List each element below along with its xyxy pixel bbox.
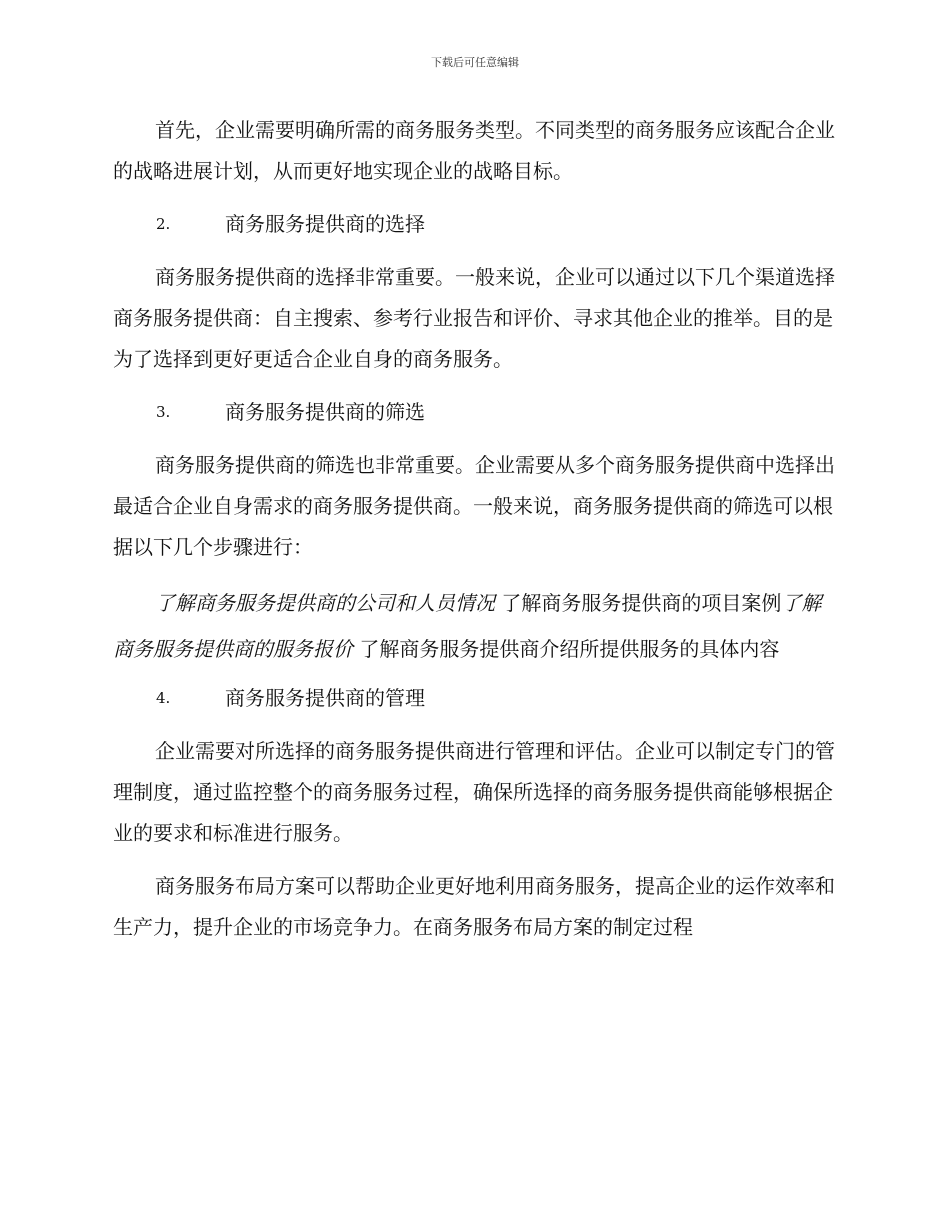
- step-item: 了解商务服务提供商介绍所提供服务的具体内容: [359, 637, 780, 661]
- step-item: 了解商务服务提供商的公司和人员情况: [155, 591, 495, 615]
- paragraph-intro: 首先，企业需要明确所需的商务服务类型。不同类型的商务服务应该配合企业的战略进展计划，从而更好地实现企业的战略目标。: [113, 118, 835, 183]
- step-item: 了解商务服务提供商的服务报价: [113, 591, 822, 661]
- section-title: 商务服务提供商的筛选: [225, 400, 425, 424]
- section-number: 4.: [156, 689, 171, 707]
- step-item: 了解商务服务提供商的项目案例: [501, 591, 782, 615]
- section-number: 3.: [156, 403, 171, 421]
- document-body: [113, 110, 837, 960]
- section-heading-selection: [113, 204, 837, 245]
- section-title: 商务服务提供商的选择: [225, 212, 425, 236]
- page-header: 下载后可任意编辑: [431, 56, 519, 69]
- paragraph-management: 企业需要对所选择的商务服务提供商进行管理和评估。企业可以制定专门的管理制度，通过监控整个的商务服务过程，确保所选择的商务服务提供商能够根据企业的要求和标准进行服务。: [113, 739, 835, 845]
- section-number: 2.: [156, 215, 171, 233]
- section-title: 商务服务提供商的管理: [225, 686, 425, 710]
- paragraph-screening: 商务服务提供商的筛选也非常重要。企业需要从多个商务服务提供商中选择出最适合企业自身需求的商务服务提供商。一般来说，商务服务提供商的筛选可以根据以下几个步骤进行：: [113, 453, 835, 559]
- paragraph-selection: 商务服务提供商的选择非常重要。一般来说，企业可以通过以下几个渠道选择商务服务提供商：自主搜索、参考行业报告和评价、寻求其他企业的推举。目的是为了选择到更好更适合企业自身的商务服务。: [113, 265, 835, 371]
- section-heading-screening: [113, 392, 837, 433]
- paragraph-conclusion: 商务服务布局方案可以帮助企业更好地利用商务服务，提高企业的运作效率和生产力，提升企业的市场竞争力。在商务服务布局方案的制定过程: [113, 874, 835, 939]
- screening-steps: [113, 580, 837, 672]
- section-heading-management: [113, 678, 837, 719]
